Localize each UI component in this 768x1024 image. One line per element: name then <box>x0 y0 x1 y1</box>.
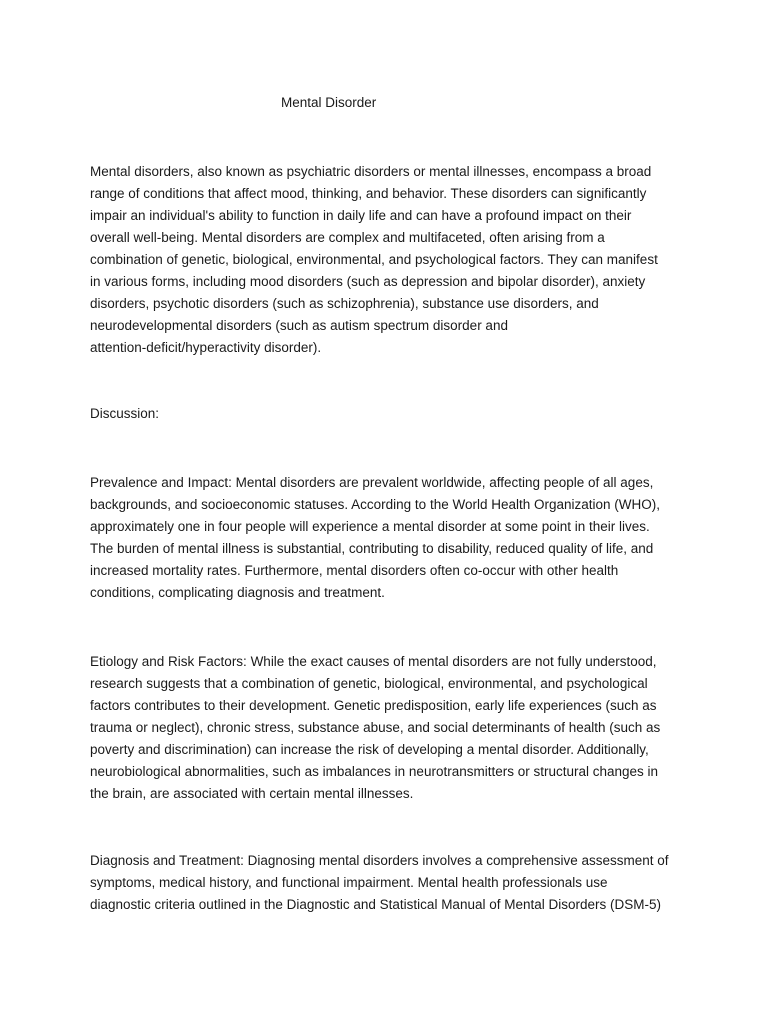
paragraph-line: Etiology and Risk Factors: While the exact causes of mental disorders are not fully understood, <box>90 654 657 669</box>
paragraph-line: attention-deficit/hyperactivity disorder). <box>90 340 322 355</box>
document-title: Mental Disorder <box>281 95 377 110</box>
paragraph-line: neurobiological abnormalities, such as imbalances in neurotransmitters or structural changes in <box>90 764 659 779</box>
paragraph-line: backgrounds, and socioeconomic statuses. According to the World Health Organization (WHO), <box>90 497 661 512</box>
paragraph-line: in various forms, including mood disorders (such as depression and bipolar disorder), anxiety <box>90 274 646 289</box>
paragraph-line: increased mortality rates. Furthermore, mental disorders often co-occur with other health <box>90 563 619 578</box>
paragraph-line: the brain, are associated with certain mental illnesses. <box>90 786 414 801</box>
prevalence-paragraph <box>90 472 690 604</box>
intro-paragraph <box>90 161 690 359</box>
paragraph-line: overall well-being. Mental disorders are complex and multifaceted, often arising from a <box>90 230 605 245</box>
paragraph-line: approximately one in four people will experience a mental disorder at some point in their lives. <box>90 519 650 534</box>
paragraph-line: range of conditions that affect mood, thinking, and behavior. These disorders can significantly <box>90 186 647 201</box>
paragraph-line: Mental disorders, also known as psychiatric disorders or mental illnesses, encompass a broad <box>90 164 652 179</box>
paragraph-line: Prevalence and Impact: Mental disorders are prevalent worldwide, affecting people of all ages, <box>90 475 654 490</box>
paragraph-line: combination of genetic, biological, environmental, and psychological factors. They can manifest <box>90 252 658 267</box>
paragraph-line: Diagnosis and Treatment: Diagnosing mental disorders involves a comprehensive assessment of <box>90 853 669 868</box>
paragraph-line: diagnostic criteria outlined in the Diagnostic and Statistical Manual of Mental Disorders (DSM-5) <box>90 897 662 912</box>
paragraph-line: conditions, complicating diagnosis and treatment. <box>90 585 385 600</box>
paragraph-line: poverty and discrimination) can increase the risk of developing a mental disorder. Additionally, <box>90 742 649 757</box>
paragraph-line: factors contributes to their development. Genetic predisposition, early life experiences (such as <box>90 698 657 713</box>
paragraph-line: impair an individual's ability to function in daily life and can have a profound impact on their <box>90 208 632 223</box>
paragraph-line: neurodevelopmental disorders (such as autism spectrum disorder and <box>90 318 508 333</box>
etiology-paragraph <box>90 651 690 805</box>
paragraph-line: The burden of mental illness is substantial, contributing to disability, reduced quality of life, and <box>90 541 654 556</box>
diagnosis-paragraph <box>90 850 690 916</box>
heading-text: Discussion: <box>90 406 160 421</box>
paragraph-line: trauma or neglect), chronic stress, substance abuse, and social determinants of health (such as <box>90 720 661 735</box>
paragraph-line: symptoms, medical history, and functional impairment. Mental health professionals use <box>90 875 608 890</box>
paragraph-line: research suggests that a combination of genetic, biological, environmental, and psychological <box>90 676 648 691</box>
discussion-heading <box>90 403 690 425</box>
paragraph-line: disorders, psychotic disorders (such as schizophrenia), substance use disorders, and <box>90 296 599 311</box>
